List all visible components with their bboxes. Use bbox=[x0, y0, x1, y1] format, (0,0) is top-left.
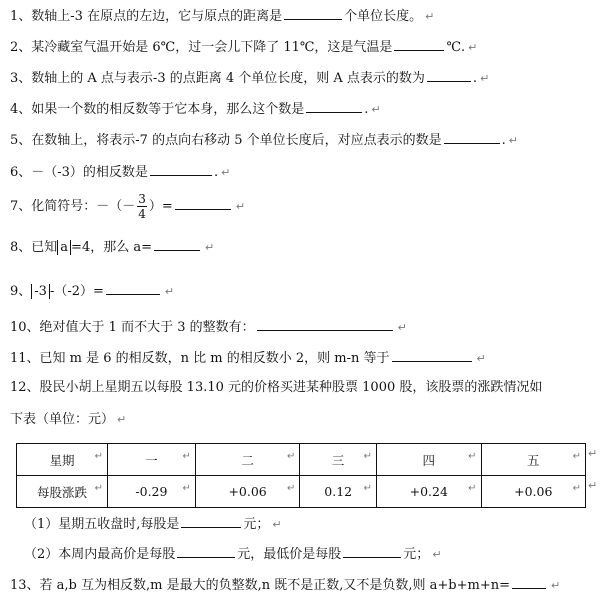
answer-blank[interactable] bbox=[392, 348, 472, 362]
question-8-suffix: =4，那么 a= bbox=[71, 240, 152, 255]
answer-blank[interactable] bbox=[154, 237, 200, 251]
sub-question-text: （1）星期五收盘时,每股是 bbox=[24, 517, 180, 532]
return-mark-icon: ↵ bbox=[508, 134, 518, 147]
return-mark-icon: ↵ bbox=[164, 285, 175, 298]
sub-question-suffix: 元； bbox=[243, 517, 270, 532]
return-mark-icon: ↵ bbox=[272, 518, 282, 531]
answer-blank[interactable] bbox=[177, 544, 235, 558]
question-10-text: 10、绝对值大于 1 而不大于 3 的整数有： bbox=[10, 320, 255, 335]
question-8 bbox=[10, 237, 214, 257]
question-5-suffix: . bbox=[501, 133, 506, 148]
question-6-text: 6、－（-3）的相反数是 bbox=[10, 165, 148, 180]
fraction bbox=[137, 192, 147, 221]
answer-blank[interactable] bbox=[394, 37, 444, 51]
return-mark-icon: ↵ bbox=[480, 72, 490, 85]
question-8-text: 8、已知 bbox=[10, 240, 58, 255]
question-9-text: 9、 bbox=[10, 284, 32, 299]
fraction-numerator: 3 bbox=[138, 192, 146, 206]
fraction-denominator: 4 bbox=[138, 207, 146, 221]
answer-blank[interactable] bbox=[175, 196, 231, 210]
question-13-text: 13、若 a,b 互为相反数,m 是最大的负整数,n 既不是正数,又不是负数,则 a+b+m+n= bbox=[10, 578, 510, 593]
question-2-text: 2、某冷藏室气温开始是 6℃，过一会儿下降了 11℃，这是气温是 bbox=[10, 40, 393, 55]
answer-blank[interactable] bbox=[512, 575, 546, 589]
answer-blank[interactable] bbox=[444, 130, 500, 144]
answer-blank[interactable] bbox=[181, 514, 241, 528]
table-cell: -0.29 ↵ bbox=[108, 476, 196, 508]
question-12-table-caption: 下表（单位：元） bbox=[10, 412, 115, 427]
table-header-cell: 一 ↵ bbox=[108, 444, 196, 476]
absolute-value: -3 bbox=[31, 284, 50, 299]
table-cell: +0.06 ↵ bbox=[195, 476, 299, 508]
table-header-cell: 四 ↵ bbox=[377, 444, 481, 476]
return-mark-icon: ↵ bbox=[371, 103, 381, 116]
question-13 bbox=[10, 575, 560, 595]
question-6-suffix: . bbox=[213, 165, 219, 180]
question-1 bbox=[10, 6, 434, 26]
question-2-suffix: ℃. bbox=[446, 40, 466, 55]
question-3 bbox=[10, 68, 489, 88]
question-12-line-1: 12、股民小胡上星期五以每股 13.10 元的价格买进某种股票 1000 股，该股票的涨跌情况如 bbox=[10, 380, 543, 395]
question-6 bbox=[10, 162, 230, 182]
return-mark-icon: ↵ bbox=[550, 579, 561, 592]
question-7 bbox=[10, 192, 245, 222]
sub-question-mid: 元，最低价是每股 bbox=[237, 547, 342, 562]
return-mark-icon: ↵ bbox=[397, 321, 407, 334]
answer-blank[interactable] bbox=[106, 281, 160, 295]
question-4-text: 4、如果一个数的相反数等于它本身，那么这个数是 bbox=[10, 102, 305, 117]
answer-blank[interactable] bbox=[427, 68, 471, 82]
question-11 bbox=[10, 348, 486, 368]
return-mark-icon: ↵ bbox=[468, 41, 478, 54]
absolute-value: a bbox=[57, 240, 71, 255]
question-5 bbox=[10, 130, 518, 150]
question-3-text: 3、数轴上的 A 点与表示-3 的点距离 4 个单位长度，则 A 点表示的数为 bbox=[10, 71, 425, 86]
return-mark-icon: ↵ bbox=[588, 447, 598, 460]
question-1-text: 1、数轴上-3 在原点的左边，它与原点的距离是 bbox=[10, 9, 283, 24]
return-mark-icon: ↵ bbox=[588, 479, 598, 492]
stock-change-table bbox=[16, 443, 586, 508]
return-mark-icon: ↵ bbox=[235, 200, 246, 213]
question-7-text: 7、化简符号：－（－ bbox=[10, 199, 136, 214]
question-9-suffix: -（-2）= bbox=[49, 284, 104, 299]
table-cell: +0.06 ↵ bbox=[481, 476, 586, 508]
question-10 bbox=[10, 317, 407, 337]
sub-question-suffix: 元； bbox=[403, 547, 430, 562]
table-cell: 0.12 ↵ bbox=[300, 476, 377, 508]
question-2 bbox=[10, 37, 477, 57]
question-11-text: 11、已知 m 是 6 的相反数，n 比 m 的相反数小 2，则 m-n 等于 bbox=[10, 351, 390, 366]
return-mark-icon: ↵ bbox=[476, 352, 486, 365]
question-7-suffix: ）= bbox=[148, 199, 173, 214]
question-12-sub-2 bbox=[24, 544, 442, 564]
table-row bbox=[17, 476, 586, 508]
table-header-row bbox=[17, 444, 586, 476]
return-mark-icon: ↵ bbox=[205, 241, 215, 254]
answer-blank[interactable] bbox=[306, 99, 362, 113]
question-4-suffix: . bbox=[364, 102, 369, 117]
answer-blank[interactable] bbox=[257, 317, 393, 331]
table-cell: 每股涨跌 ↵ bbox=[17, 476, 108, 508]
answer-blank[interactable] bbox=[150, 162, 212, 176]
answer-blank[interactable] bbox=[284, 6, 342, 20]
table-header-cell: 二 ↵ bbox=[195, 444, 299, 476]
table-header-cell: 星期 ↵ bbox=[17, 444, 108, 476]
return-mark-icon: ↵ bbox=[221, 166, 231, 179]
question-5-text: 5、在数轴上，将表示-7 的点向右移动 5 个单位长度后，对应点表示的数是 bbox=[10, 133, 442, 148]
return-mark-icon: ↵ bbox=[117, 413, 127, 426]
question-1-suffix: 个单位长度。 bbox=[344, 9, 423, 24]
question-12-line-2 bbox=[10, 411, 126, 429]
sub-question-text: （2）本周内最高价是每股 bbox=[24, 547, 176, 562]
table-cell: +0.24 ↵ bbox=[377, 476, 481, 508]
question-12-sub-1 bbox=[24, 514, 282, 534]
question-3-suffix: . bbox=[472, 71, 478, 86]
return-mark-icon: ↵ bbox=[425, 10, 435, 23]
question-9 bbox=[10, 281, 174, 301]
answer-blank[interactable] bbox=[343, 544, 401, 558]
return-mark-icon: ↵ bbox=[432, 548, 442, 561]
question-4 bbox=[10, 99, 381, 119]
table-header-cell: 五 ↵ bbox=[481, 444, 586, 476]
table-header-cell: 三 ↵ bbox=[300, 444, 377, 476]
